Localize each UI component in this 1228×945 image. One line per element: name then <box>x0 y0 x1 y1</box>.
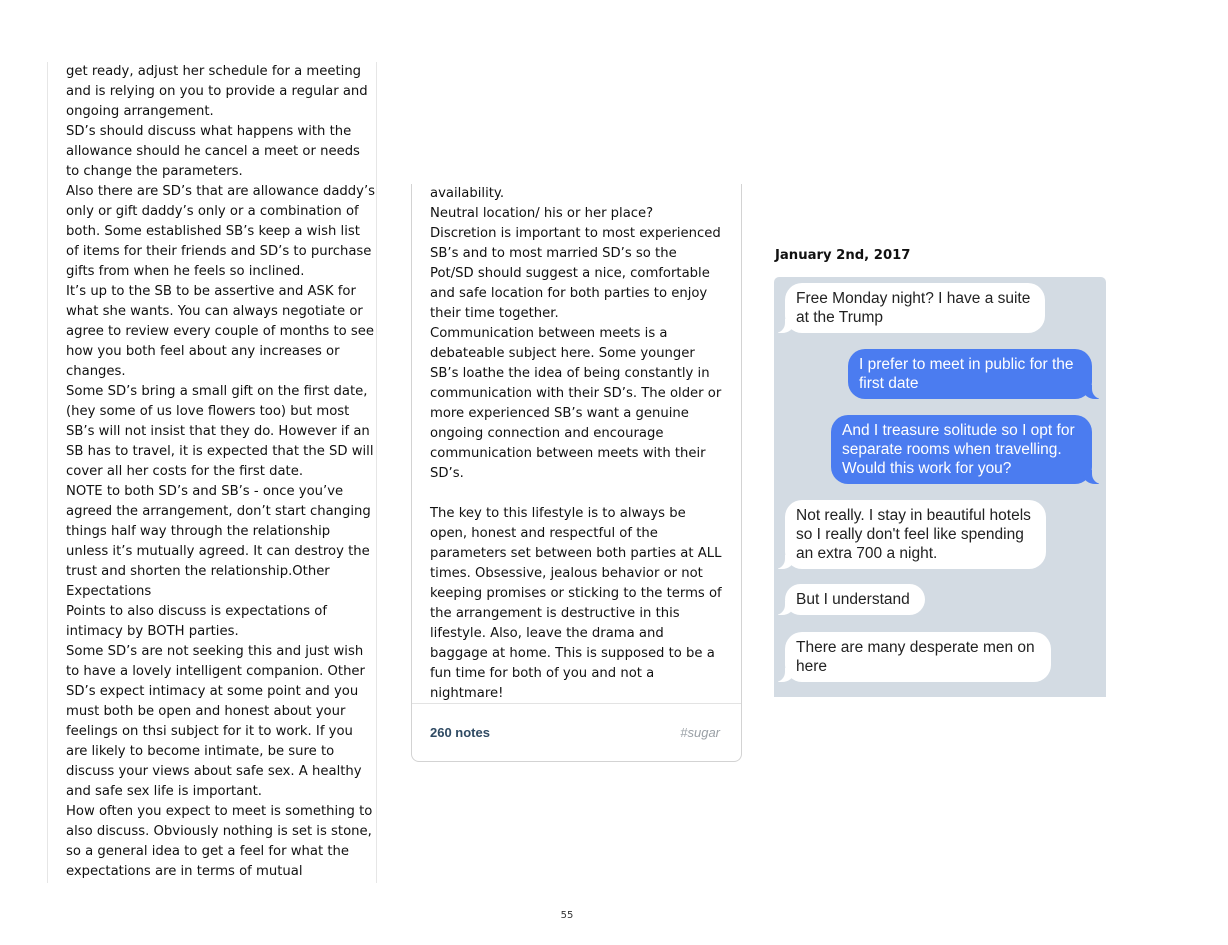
paragraph: Points to also discuss is expectations of intimacy by BOTH parties. <box>66 604 327 639</box>
incoming-message <box>785 584 925 615</box>
tag-link[interactable]: #sugar <box>680 725 720 740</box>
paragraph: get ready, adjust her schedule for a meeting and is relying on you to provide a regular and ongoing arrangement. <box>66 64 368 119</box>
chat-screenshot <box>774 277 1106 697</box>
message-text: And I treasure solitude so I opt for separate rooms when travelling. Would this work for you? <box>842 422 1075 477</box>
text-column-left <box>47 62 377 883</box>
paragraph: Also there are SD’s that are allowance daddy’s only or gift daddy’s only or a combination of both. Some established SB’s keep a wish list of items for their friends and SD’s to purchase gifts from when he feels so inclined. <box>66 184 376 279</box>
incoming-message <box>785 632 1051 682</box>
outgoing-message <box>848 349 1092 399</box>
paragraph: It’s up to the SB to be assertive and ASK for what she wants. You can always negotiate or agree to review every couple of months to see how you both feel about any increases or changes. <box>66 284 374 379</box>
message-text: There are many desperate men on here <box>796 639 1035 675</box>
incoming-message <box>785 500 1046 569</box>
page-number: 55 <box>560 910 574 921</box>
paragraph: Some SD’s bring a small gift on the first date, (hey some of us love flowers too) but most SB’s will not insist that they do. However if an SB has to travel, it is expected that the SD will cover all her costs for the first date. <box>66 384 374 479</box>
paragraph: How often you expect to meet is something to also discuss. Obviously nothing is set is stone, so a general idea to get a feel for what the expectations are in terms of mutual <box>66 804 373 879</box>
paragraph: Discretion is important to most experienced SB’s and to most married SD’s so the Pot/SD should suggest a nice, comfortable and safe location for both parties to enjoy their time together. <box>430 226 721 321</box>
outgoing-message <box>831 415 1092 484</box>
message-text: Free Monday night? I have a suite at the Trump <box>796 290 1031 326</box>
paragraph: Some SD’s are not seeking this and just wish to have a lovely intelligent companion. Other SD’s expect intimacy at some point and you must both be open and honest about your feelings on thsi subject for it to work. If you are likely to become intimate, be sure to discuss your views about safe sex. A healthy and safe sex life is important. <box>66 644 365 799</box>
post-body <box>412 184 741 702</box>
post-card <box>411 184 742 762</box>
message-text: I prefer to meet in public for the first date <box>859 356 1074 392</box>
message-text: But I understand <box>796 591 910 608</box>
paragraph: NOTE to both SD’s and SB’s - once you’ve agreed the arrangement, don’t start changing things half way through the relationship unless it’s mutually agreed. It can destroy the trust and shorten the relationship.Other Expectations <box>66 484 371 599</box>
paragraph: availability. <box>430 186 505 201</box>
paragraph: SD’s should discuss what happens with the allowance should he cancel a meet or needs to change the parameters. <box>66 124 360 179</box>
paragraph: Neutral location/ his or her place? <box>430 206 654 221</box>
message-date: January 2nd, 2017 <box>775 248 911 263</box>
paragraph: The key to this lifestyle is to always be open, honest and respectful of the parameters set between both parties at ALL times. Obsessive, jealous behavior or not keeping promises or sticking to the terms of the arrangement is destructive in this lifestyle. Also, leave the drama and baggage at home. This is supposed to be a fun time for both of you and not a nightmare! <box>430 506 722 701</box>
incoming-message <box>785 283 1045 333</box>
paragraph: Communication between meets is a debateable subject here. Some younger SB’s loathe the idea of being constantly in communication with their SD’s. The older or more experienced SB’s want a genuine ongoing connection and encourage communication between meets with their SD’s. <box>430 326 722 481</box>
notes-count-link[interactable]: 260 notes <box>430 725 490 740</box>
post-footer <box>412 703 741 761</box>
message-text: Not really. I stay in beautiful hotels so I really don't feel like spending an extra 700 a night. <box>796 507 1031 562</box>
